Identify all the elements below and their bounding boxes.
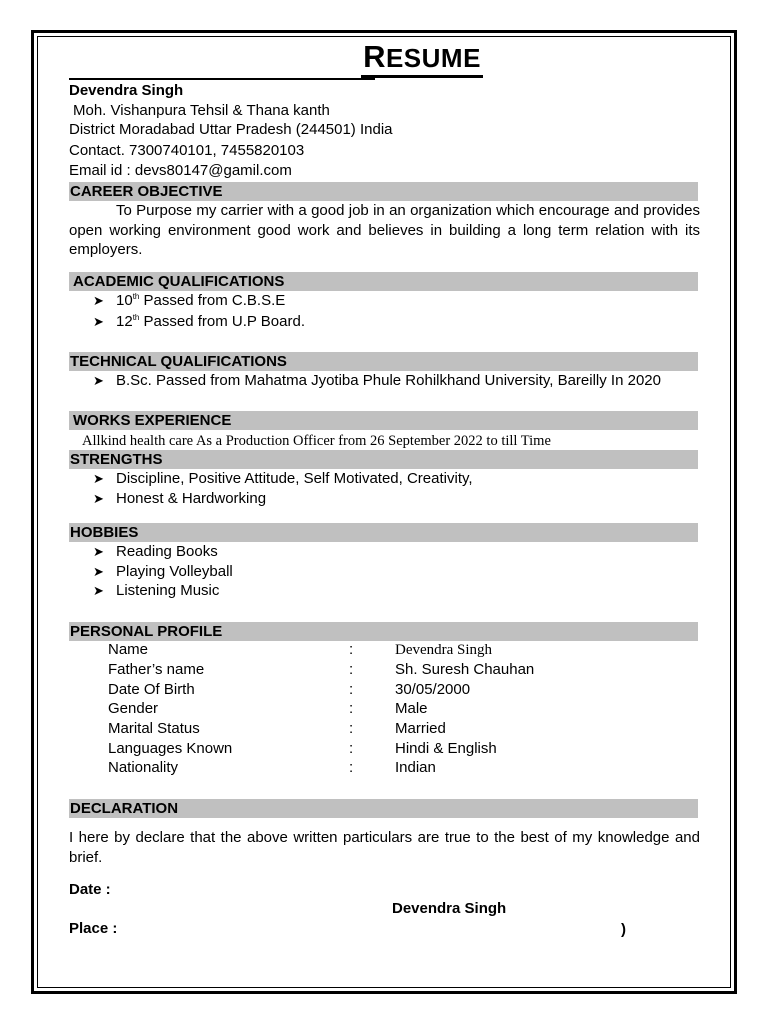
list-item: ➤ B.Sc. Passed from Mahatma Jyotiba Phule Rohilkhand University, Bareilly In 2020 [93,372,661,389]
section-academic: ACADEMIC QUALIFICATIONS [69,272,698,291]
resume-title: RESUME [0,40,768,78]
list-item: ➤ Honest & Hardworking [93,490,267,507]
career-objective-text: To Purpose my carrier with a good job in an organization which encourage and provides open working environment good work and believes in building a long term relation with its employers. [69,202,700,258]
arrow-right-icon: ➤ [93,314,104,329]
signature-name: Devendra Singh [392,900,507,917]
title-divider [69,78,375,80]
arrow-right-icon: ➤ [93,583,104,598]
section-personal-profile: PERSONAL PROFILE [69,622,698,641]
arrow-right-icon: ➤ [93,293,104,308]
profile-value-languages: Hindi & English [395,740,497,757]
profile-value-dob: 30/05/2000 [395,681,471,698]
profile-value-name: Devendra Singh [395,642,493,658]
work-experience-text: Allkind health care As a Production Officer from 26 September 2022 to till Time [82,433,551,449]
profile-colon: : [349,700,354,717]
list-item: ➤ Discipline, Positive Attitude, Self Motivated, Creativity, [93,470,473,487]
profile-value-gender: Male [395,700,428,717]
profile-colon: : [349,759,354,776]
profile-label-gender: Gender [108,700,159,717]
list-item: ➤ Reading Books [93,543,218,560]
arrow-right-icon: ➤ [93,373,104,388]
list-item: ➤ 10th Passed from C.B.S.E [93,292,286,309]
contact-line: Contact. 7300740101, 7455820103 [69,142,305,159]
profile-value-nationality: Indian [395,759,436,776]
profile-label-languages: Languages Known [108,740,233,757]
address-line-1: Moh. Vishanpura Tehsil & Thana kanth [73,102,330,119]
profile-colon: : [349,740,354,757]
email-line: Email id : devs80147@gamil.com [69,162,292,179]
declaration-text: I here by declare that the above written particulars are true to the best of my knowledge and brief. [69,829,700,866]
profile-value-marital: Married [395,720,446,737]
section-technical: TECHNICAL QUALIFICATIONS [69,352,698,371]
profile-label-name: Name [108,641,149,658]
arrow-right-icon: ➤ [93,491,104,506]
section-hobbies: HOBBIES [69,523,698,542]
profile-label-dob: Date Of Birth [108,681,195,698]
list-item: ➤ Listening Music [93,582,220,599]
section-work-experience: WORKS EXPERIENCE [69,411,698,430]
signature-paren: ) [621,921,626,938]
section-declaration: DECLARATION [69,799,698,818]
arrow-right-icon: ➤ [93,564,104,579]
profile-value-father: Sh. Suresh Chauhan [395,661,535,678]
section-strengths: STRENGTHS [69,450,698,469]
section-career-objective: CAREER OBJECTIVE [69,182,698,201]
place-label: Place : [69,920,118,937]
arrow-right-icon: ➤ [93,471,104,486]
profile-colon: : [349,681,354,698]
profile-colon: : [349,720,354,737]
date-label: Date : [69,881,111,898]
list-item: ➤ Playing Volleyball [93,563,233,580]
address-line-2: District Moradabad Uttar Pradesh (244501) India [69,121,393,138]
profile-label-nationality: Nationality [108,759,179,776]
profile-colon: : [349,661,354,678]
list-item: ➤ 12th Passed from U.P Board. [93,313,305,330]
profile-label-marital: Marital Status [108,720,200,737]
profile-label-father: Father’s name [108,661,205,678]
profile-colon: : [349,641,354,658]
candidate-name: Devendra Singh [69,82,184,99]
arrow-right-icon: ➤ [93,544,104,559]
